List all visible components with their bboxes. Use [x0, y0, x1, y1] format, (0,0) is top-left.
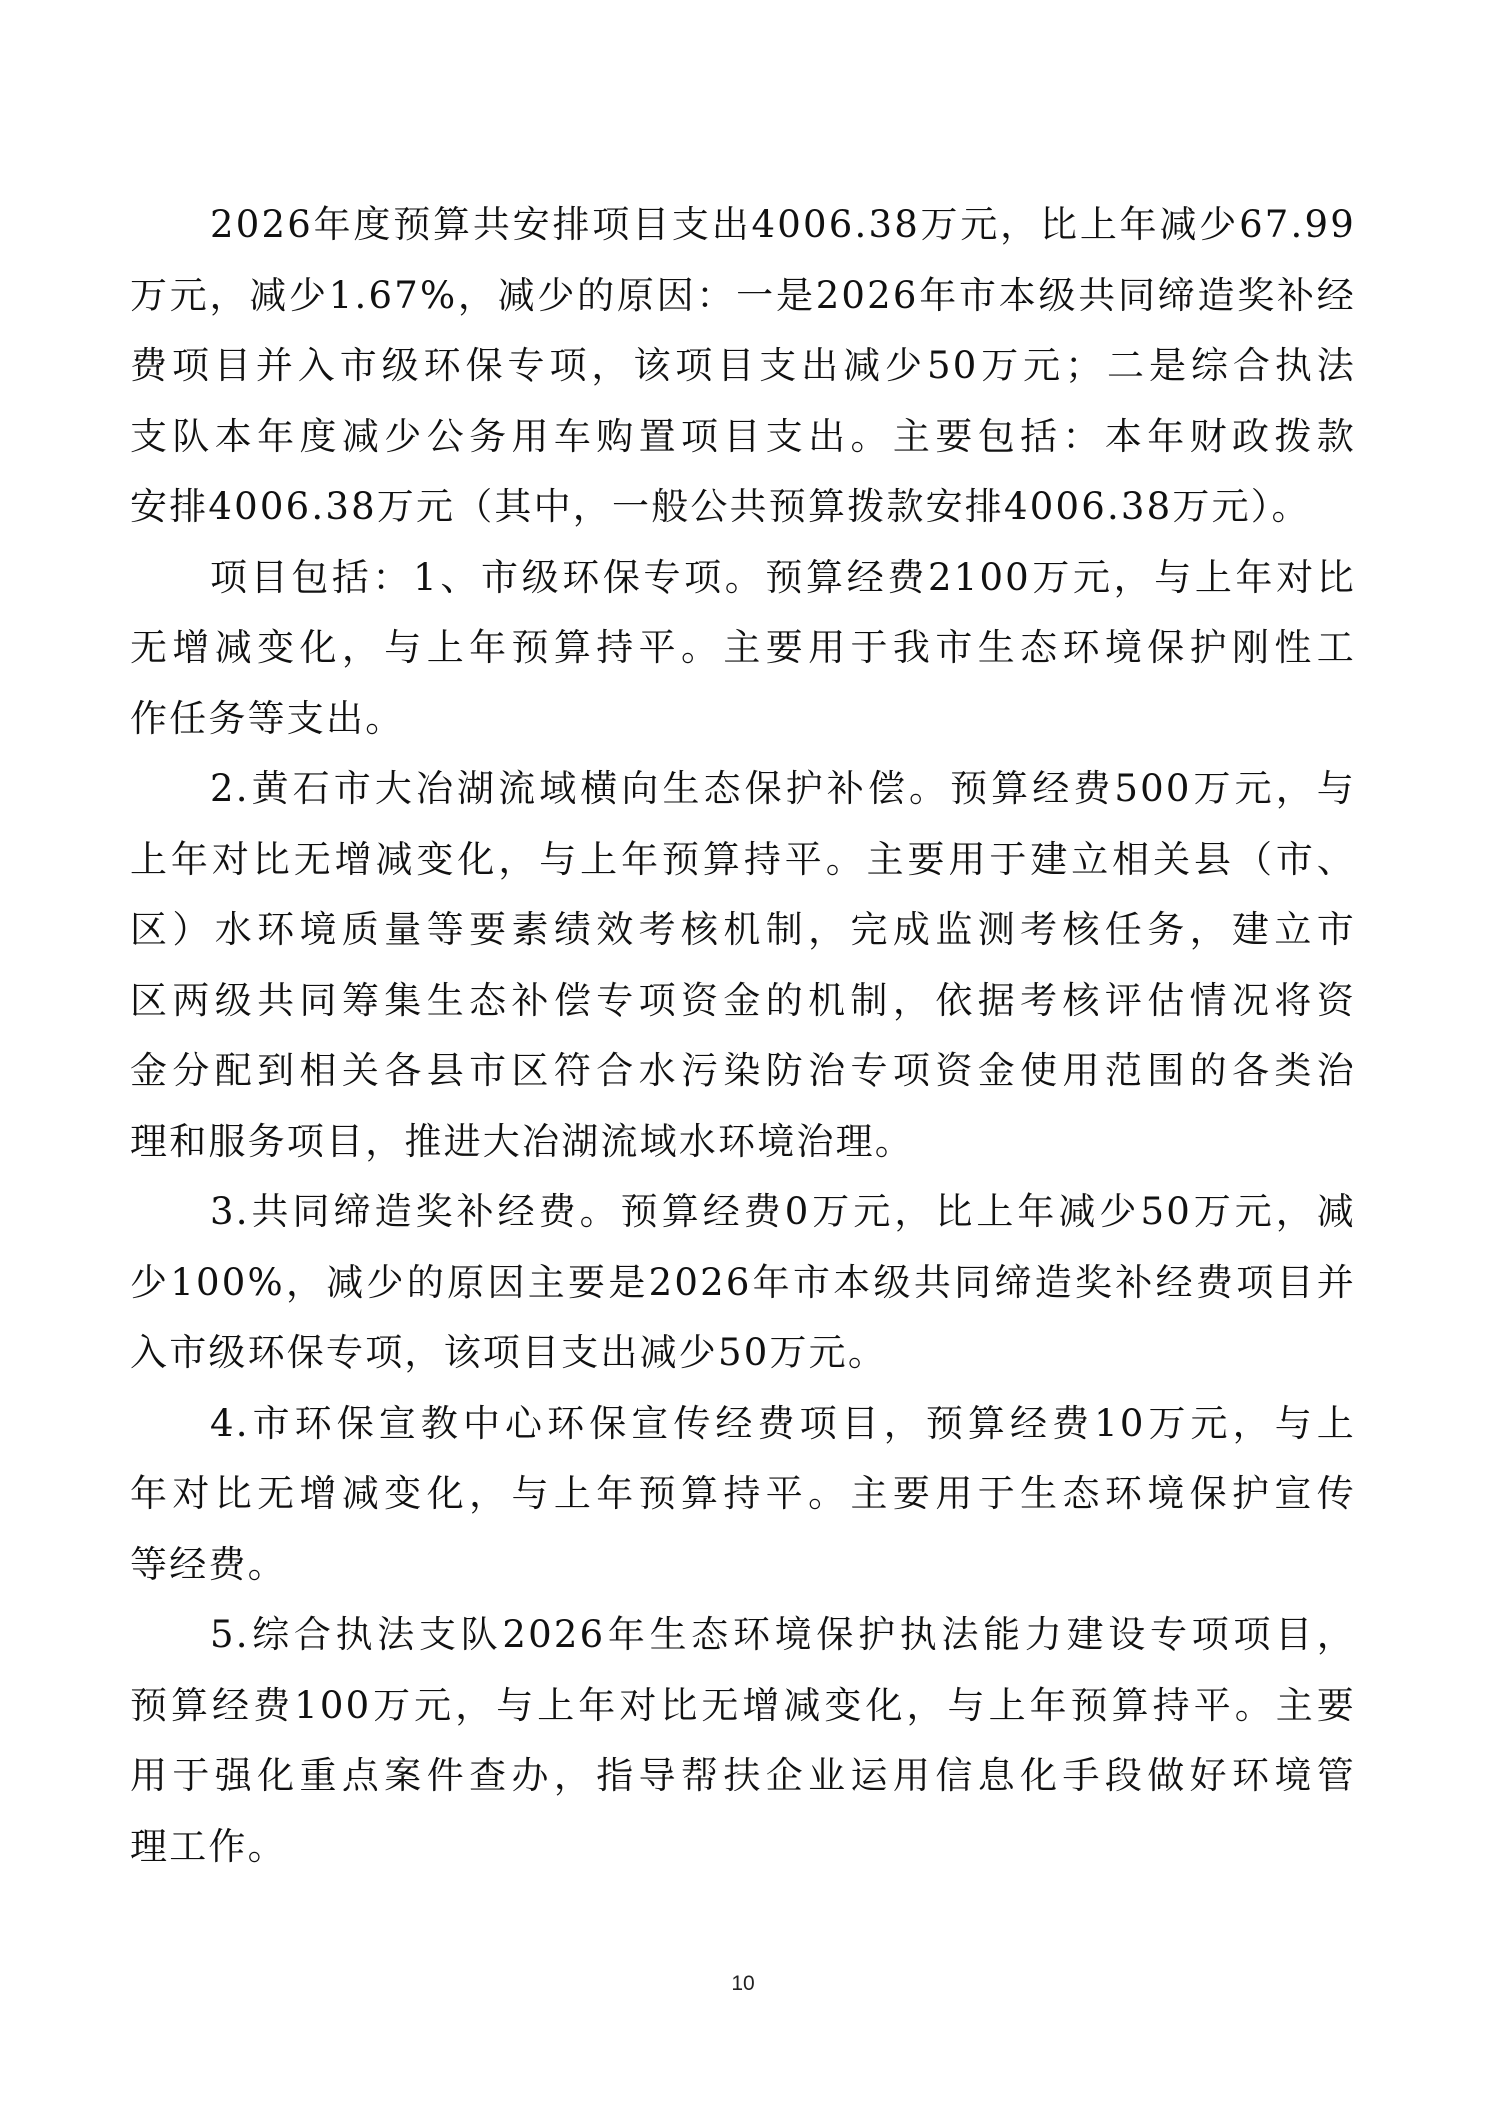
- text-line: 3.共同缔造奖补经费。预算经费0万元，比上年减少50万元，减: [210, 1190, 1356, 1233]
- text-line: 区）水环境质量等要素绩效考核机制，完成监测考核任务，建立市: [130, 908, 1356, 951]
- text-line: 预算经费100万元，与上年对比无增减变化，与上年预算持平。主要: [130, 1683, 1356, 1727]
- text-line: 项目包括：1、市级环保专项。预算经费2100万元，与上年对比: [210, 555, 1356, 599]
- text-line: 支队本年度减少公务用车购置项目支出。主要包括：本年财政拨款: [130, 414, 1356, 458]
- text-line: 无增减变化，与上年预算持平。主要用于我市生态环境保护刚性工: [130, 626, 1356, 669]
- text-line: 4.市环保宣教中心环保宣传经费项目，预算经费10万元，与上: [210, 1401, 1356, 1445]
- text-line: 用于强化重点案件查办，指导帮扶企业运用信息化手段做好环境管: [130, 1754, 1356, 1797]
- text-line: 费项目并入市级环保专项，该项目支出减少50万元；二是综合执法: [130, 344, 1356, 387]
- text-line: 2026年度预算共安排项目支出4006.38万元，比上年减少67.99: [210, 203, 1356, 246]
- text-line: 5.综合执法支队2026年生态环境保护执法能力建设专项项目，: [210, 1613, 1356, 1656]
- text-line: 上年对比无增减变化，与上年预算持平。主要用于建立相关县（市、: [130, 837, 1356, 881]
- text-line: 理和服务项目，推进大冶湖流域水环境治理。: [130, 1119, 914, 1163]
- text-line: 2.黄石市大冶湖流域横向生态保护补偿。预算经费500万元，与: [210, 767, 1356, 810]
- paragraph-item-1: [130, 543, 1356, 755]
- text-line: 少100%，减少的原因主要是2026年市本级共同缔造奖补经费项目并: [130, 1260, 1356, 1304]
- paragraph-item-4: [130, 1389, 1356, 1601]
- paragraph-item-2: [130, 754, 1356, 1177]
- text-line: 区两级共同筹集生态补偿专项资金的机制，依据考核评估情况将资: [130, 978, 1356, 1022]
- page-number: 10: [731, 1972, 755, 1995]
- text-line: 入市级环保专项，该项目支出减少50万元。: [130, 1331, 888, 1374]
- paragraph-item-5: [130, 1600, 1356, 1882]
- text-line: 等经费。: [130, 1542, 287, 1586]
- paragraph-budget-summary: [130, 190, 1356, 543]
- text-line: 万元，减少1.67%，减少的原因：一是2026年市本级共同缔造奖补经: [130, 273, 1356, 317]
- text-line: 作任务等支出。: [130, 696, 405, 740]
- text-line: 年对比无增减变化，与上年预算持平。主要用于生态环境保护宣传: [130, 1472, 1356, 1515]
- document-body: [130, 190, 1356, 1882]
- text-line: 金分配到相关各县市区符合水污染防治专项资金使用范围的各类治: [130, 1049, 1356, 1092]
- paragraph-item-3: [130, 1177, 1356, 1389]
- text-line: 安排4006.38万元（其中，一般公共预算拨款安排4006.38万元）。: [130, 485, 1311, 528]
- text-line: 理工作。: [130, 1824, 287, 1868]
